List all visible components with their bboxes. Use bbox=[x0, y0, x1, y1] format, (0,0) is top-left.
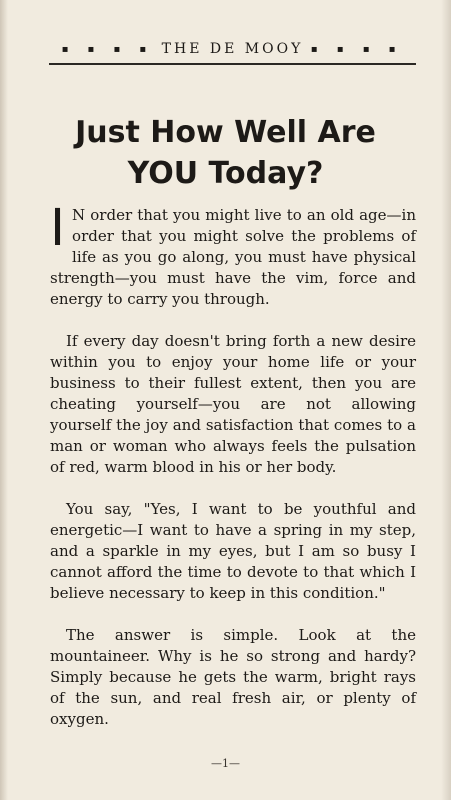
page-number: —1— bbox=[211, 757, 240, 770]
paragraph-4: The answer is simple. Look at the mountaineer. Why is he so strong and hardy? Simply because he gets the warm, bright rays of the sun, and real fresh air, or plenty of oxygen. bbox=[50, 626, 416, 728]
page-title bbox=[0, 112, 451, 194]
paragraph-1-text: N order that you might live to an old age—in order that you might solve the problems of life as you go along, you must have physical strength—you must have the vim, force and energy to carry you through. bbox=[50, 206, 416, 308]
paragraph-1 bbox=[50, 199, 416, 310]
paragraph-2: If every day doesn't bring forth a new desire within you to enjoy your home life or your business to their fullest extent, then you are cheating yourself—you are not allowing yourself the joy and satisfaction that comes to a man or woman who always feels the pulsation of red, warm blood in his or her body. bbox=[50, 332, 416, 476]
running-header bbox=[50, 37, 415, 61]
title-line-2: YOU Today? bbox=[127, 156, 324, 191]
body-text bbox=[50, 199, 416, 751]
header-ornament-right: ▪ ▪ ▪ ▪ bbox=[310, 44, 404, 55]
title-line-1: Just How Well Are bbox=[75, 115, 376, 150]
running-title: THE DE MOOY bbox=[161, 41, 304, 57]
paragraph-3: You say, "Yes, I want to be youthful and energetic—I want to have a spring in my step, and a sparkle in my eyes, but I am so busy I cannot afford the time to devote to that which I believe necessary to keep in this condition." bbox=[50, 500, 416, 602]
drop-cap: I bbox=[50, 199, 66, 258]
header-rule bbox=[49, 63, 416, 65]
header-ornament-left: ▪ ▪ ▪ ▪ bbox=[61, 44, 155, 55]
